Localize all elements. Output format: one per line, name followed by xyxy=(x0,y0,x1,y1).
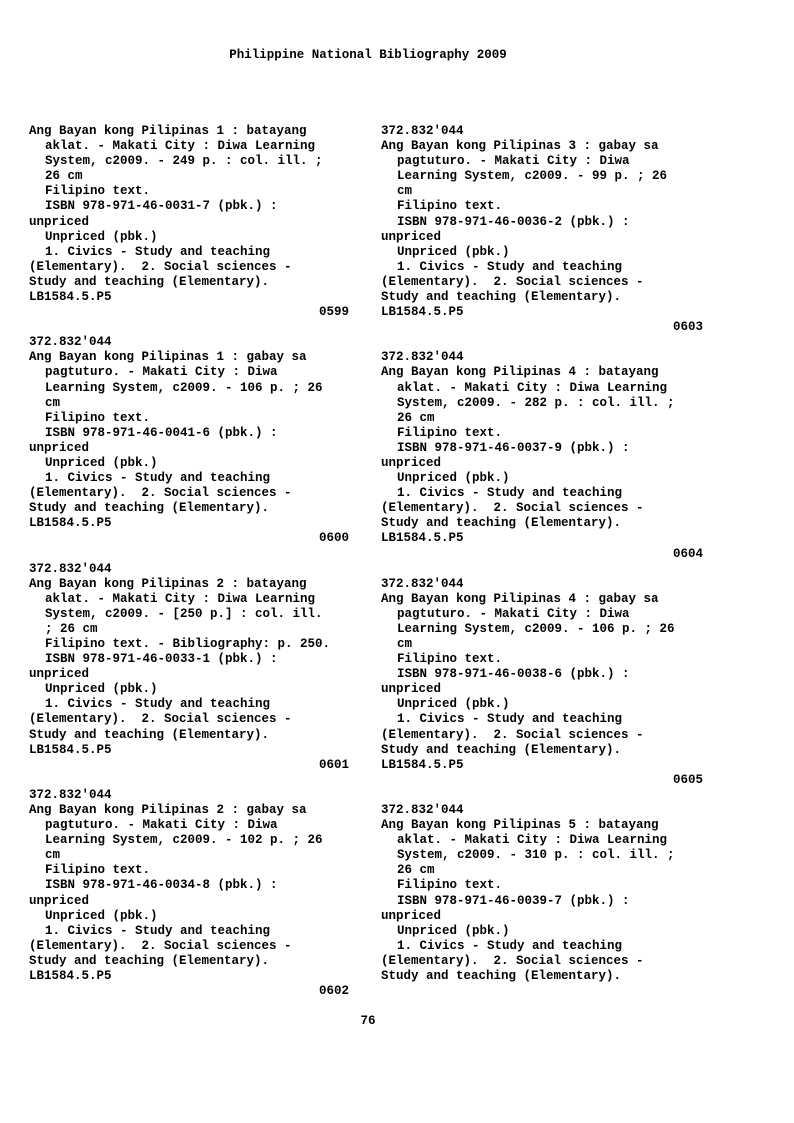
bibliography-entry xyxy=(29,788,349,999)
entry-line: pagtuturo. - Makati City : Diwa xyxy=(397,154,630,169)
bibliography-entry xyxy=(29,562,349,773)
entry-line: cm xyxy=(45,848,61,863)
entry-line: pagtuturo. - Makati City : Diwa xyxy=(397,606,630,621)
entry-line: (Elementary). 2. Social sciences - xyxy=(381,727,644,742)
entry-line: Unpriced (pbk.) xyxy=(45,682,158,697)
entry-line: ISBN 978-971-46-0039-7 (pbk.) : xyxy=(397,893,630,908)
entry-line: 26 cm xyxy=(397,410,435,425)
entry-line: aklat. - Makati City : Diwa Learning xyxy=(45,139,316,154)
entry-line: ISBN 978-971-46-0031-7 (pbk.) : xyxy=(45,199,278,214)
entry-line: 26 cm xyxy=(397,863,435,878)
entry-line: cm xyxy=(45,395,61,410)
entry-title-line: Ang Bayan kong Pilipinas 1 : batayang xyxy=(29,124,307,138)
entry-line: Study and teaching (Elementary). xyxy=(29,501,270,516)
bibliography-title: Philippine National Bibliography 2009 xyxy=(229,48,507,62)
entry-line: System, c2009. - [250 p.] : col. ill. xyxy=(45,606,323,621)
entry-line: Learning System, c2009. - 106 p. ; 26 xyxy=(397,621,675,636)
entry-line: cm xyxy=(397,637,413,651)
entry-line: aklat. - Makati City : Diwa Learning xyxy=(397,833,668,848)
entry-line: ISBN 978-971-46-0037-9 (pbk.) : xyxy=(397,440,630,455)
entry-line: (Elementary). 2. Social sciences - xyxy=(381,953,644,968)
left-column xyxy=(29,124,349,1014)
entry-line: Unpriced (pbk.) xyxy=(397,697,510,712)
entry-number: 0599 xyxy=(318,305,349,320)
entry-line: 1. Civics - Study and teaching xyxy=(397,259,623,274)
entry-number: 0600 xyxy=(318,531,349,546)
entry-line: Unpriced (pbk.) xyxy=(45,229,158,244)
entry-line: ISBN 978-971-46-0034-8 (pbk.) : xyxy=(45,878,278,893)
bibliography-entry xyxy=(381,577,703,788)
class-number: 372.832'044 xyxy=(381,576,464,591)
entry-line: 1. Civics - Study and teaching xyxy=(45,244,271,259)
entry-line: Filipino text. xyxy=(397,199,503,214)
entry-title-line: Ang Bayan kong Pilipinas 2 : batayang xyxy=(29,576,307,591)
entry-line: LB1584.5.P5 xyxy=(29,516,112,531)
entry-line: (Elementary). 2. Social sciences - xyxy=(29,938,292,953)
entry-title-line: Ang Bayan kong Pilipinas 4 : gabay sa xyxy=(381,591,659,606)
right-column xyxy=(381,124,703,999)
page-number: 76 xyxy=(360,1014,376,1028)
entry-line: Filipino text. - Bibliography: p. 250. xyxy=(45,637,331,651)
entry-line: Filipino text. xyxy=(45,863,151,878)
class-number: 372.832'044 xyxy=(381,802,464,817)
entry-line: 1. Civics - Study and teaching xyxy=(45,697,271,712)
entry-line: 1. Civics - Study and teaching xyxy=(397,938,623,953)
entry-line: Unpriced (pbk.) xyxy=(397,923,510,938)
entry-line: unpriced xyxy=(29,214,90,229)
class-number: 372.832'044 xyxy=(29,335,112,350)
page-footer xyxy=(0,1013,736,1030)
entry-line: (Elementary). 2. Social sciences - xyxy=(381,274,644,289)
entry-number: 0601 xyxy=(318,757,349,772)
bibliography-entry xyxy=(29,335,349,546)
bibliography-entry xyxy=(381,803,703,984)
entry-line: aklat. - Makati City : Diwa Learning xyxy=(45,591,316,606)
class-number: 372.832'044 xyxy=(381,350,464,365)
entry-line: aklat. - Makati City : Diwa Learning xyxy=(397,380,668,395)
entry-line: System, c2009. - 282 p. : col. ill. ; xyxy=(397,395,675,410)
entry-line: System, c2009. - 310 p. : col. ill. ; xyxy=(397,848,675,863)
entry-line: ISBN 978-971-46-0033-1 (pbk.) : xyxy=(45,652,278,667)
entry-line: Unpriced (pbk.) xyxy=(397,471,510,486)
entry-line: Filipino text. xyxy=(397,652,503,667)
entry-number: 0604 xyxy=(672,546,703,561)
entry-line: Unpriced (pbk.) xyxy=(45,908,158,923)
entry-line: unpriced xyxy=(29,893,90,908)
entry-line: Filipino text. xyxy=(45,410,151,425)
entry-line: Learning System, c2009. - 102 p. ; 26 xyxy=(45,833,323,848)
entry-line: LB1584.5.P5 xyxy=(29,742,112,757)
entry-line: ISBN 978-971-46-0038-6 (pbk.) : xyxy=(397,667,630,682)
entry-line: unpriced xyxy=(381,455,442,470)
entry-line: Filipino text. xyxy=(397,425,503,440)
entry-line: pagtuturo. - Makati City : Diwa xyxy=(45,365,278,380)
page-header xyxy=(0,47,736,64)
entry-line: Study and teaching (Elementary). xyxy=(381,290,622,305)
class-number: 372.832'044 xyxy=(29,787,112,802)
entry-line: (Elementary). 2. Social sciences - xyxy=(29,712,292,727)
entry-line: unpriced xyxy=(29,440,90,455)
entry-title-line: Ang Bayan kong Pilipinas 2 : gabay sa xyxy=(29,802,307,817)
bibliography-entry xyxy=(381,350,703,561)
entry-line: Study and teaching (Elementary). xyxy=(381,516,622,531)
entry-line: 1. Civics - Study and teaching xyxy=(45,923,271,938)
entry-title-line: Ang Bayan kong Pilipinas 5 : batayang xyxy=(381,818,659,833)
entry-line: pagtuturo. - Makati City : Diwa xyxy=(45,818,278,833)
entry-line: unpriced xyxy=(381,908,442,923)
entry-line: 1. Civics - Study and teaching xyxy=(397,486,623,501)
entry-line: unpriced xyxy=(29,667,90,682)
class-number: 372.832'044 xyxy=(29,561,112,576)
entry-line: LB1584.5.P5 xyxy=(29,968,112,983)
entry-line: Study and teaching (Elementary). xyxy=(29,274,270,289)
entry-line: 1. Civics - Study and teaching xyxy=(397,712,623,727)
entry-line: ISBN 978-971-46-0036-2 (pbk.) : xyxy=(397,214,630,229)
entry-line: Filipino text. xyxy=(397,878,503,893)
entry-number: 0603 xyxy=(672,320,703,335)
entry-title-line: Ang Bayan kong Pilipinas 1 : gabay sa xyxy=(29,350,307,365)
entry-number: 0605 xyxy=(672,772,703,787)
entry-line: unpriced xyxy=(381,682,442,697)
entry-line: Study and teaching (Elementary). xyxy=(381,742,622,757)
entry-line: 1. Civics - Study and teaching xyxy=(45,471,271,486)
entry-line: Study and teaching (Elementary). xyxy=(29,727,270,742)
entry-line: LB1584.5.P5 xyxy=(29,290,112,305)
entry-title-line: Ang Bayan kong Pilipinas 3 : gabay sa xyxy=(381,139,659,154)
entry-line: Study and teaching (Elementary). xyxy=(381,968,622,983)
entry-line: unpriced xyxy=(381,229,442,244)
entry-title-line: Ang Bayan kong Pilipinas 4 : batayang xyxy=(381,365,659,380)
entry-line: (Elementary). 2. Social sciences - xyxy=(29,259,292,274)
entry-line: LB1584.5.P5 xyxy=(381,531,464,546)
entry-line: Filipino text. xyxy=(45,184,151,199)
entry-line: LB1584.5.P5 xyxy=(381,757,464,772)
entry-line: Study and teaching (Elementary). xyxy=(29,953,270,968)
entry-line: (Elementary). 2. Social sciences - xyxy=(381,501,644,516)
entry-line: LB1584.5.P5 xyxy=(381,305,464,320)
entry-line: Unpriced (pbk.) xyxy=(45,455,158,470)
class-number: 372.832'044 xyxy=(381,124,464,138)
entry-line: Unpriced (pbk.) xyxy=(397,244,510,259)
entry-line: cm xyxy=(397,184,413,199)
entry-line: Learning System, c2009. - 106 p. ; 26 xyxy=(45,380,323,395)
entry-line: (Elementary). 2. Social sciences - xyxy=(29,486,292,501)
bibliography-entry xyxy=(381,124,703,335)
entry-line: ; 26 cm xyxy=(45,621,98,636)
entry-line: System, c2009. - 249 p. : col. ill. ; xyxy=(45,154,323,169)
entry-line: 26 cm xyxy=(45,169,83,184)
bibliography-entry xyxy=(29,124,349,320)
entry-line: ISBN 978-971-46-0041-6 (pbk.) : xyxy=(45,425,278,440)
entry-number: 0602 xyxy=(318,984,349,999)
entry-line: Learning System, c2009. - 99 p. ; 26 xyxy=(397,169,668,184)
